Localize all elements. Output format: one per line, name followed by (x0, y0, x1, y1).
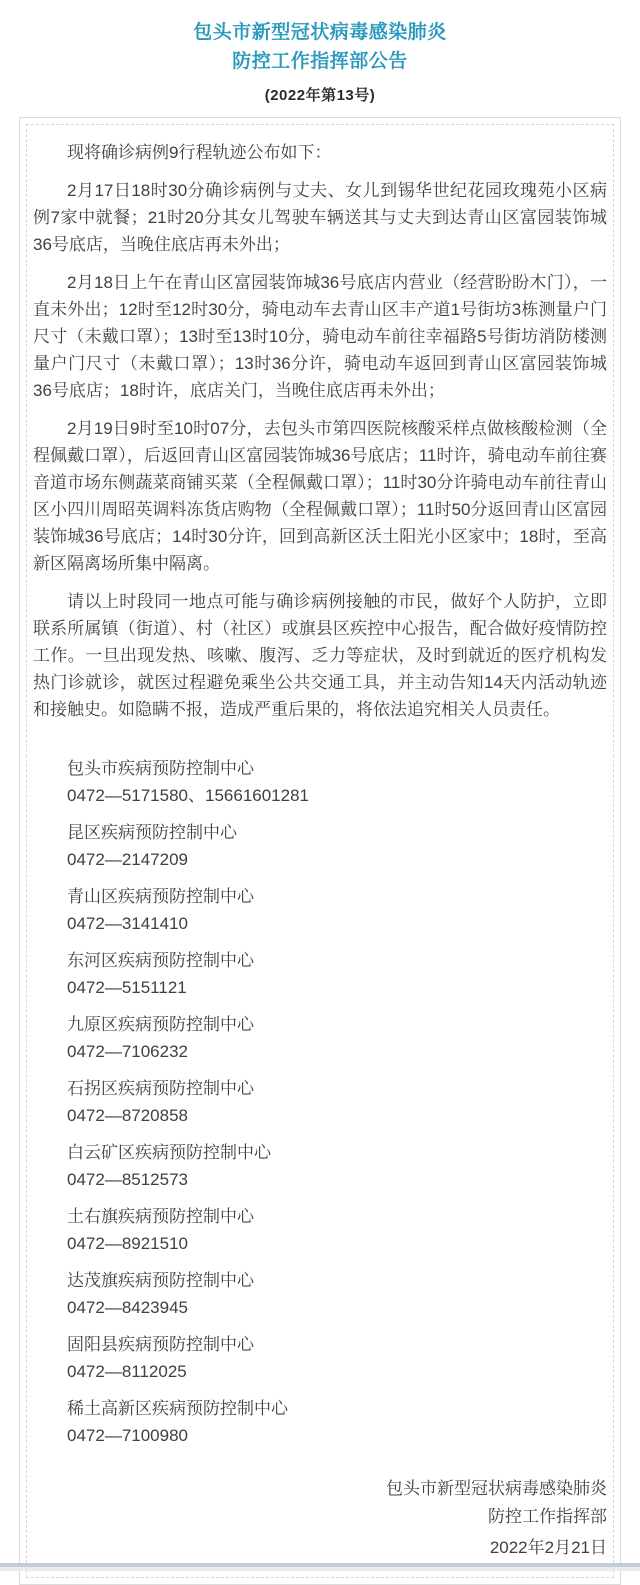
contact-entry (33, 819, 607, 873)
contact-phone-number: 0472—8720858 (67, 1106, 189, 1125)
contact-phone-number: 0472—5171580、15661601281 (67, 786, 310, 805)
body-paragraph: 2月18日上午在青山区富园装饰城36号底店内营业（经营盼盼木门），一直未外出；12时至12时30分，骑电动车去青山区丰产道1号街坊3栋测量户门尺寸（未戴口罩）；13时至13时10分，骑电动车前往幸福路5号街坊消防楼测量户门尺寸（未戴口罩）；13时36分许，骑电动车返回到青山区富园装饰城36号底店；18时许，底店关门，当晚住底店再未外出； (33, 273, 607, 400)
contact-entry (33, 947, 607, 1001)
contact-center-name: 包头市疾病预防控制中心 (67, 759, 254, 778)
signature-block (33, 1475, 607, 1562)
contact-entry (33, 883, 607, 937)
contact-center-name: 青山区疾病预防控制中心 (67, 887, 254, 906)
contact-center-name: 昆区疾病预防控制中心 (67, 823, 237, 842)
body-paragraph: 2月17日18时30分确诊病例与丈夫、女儿到锡华世纪花园玫瑰苑小区病例7家中就餐；21时20分其女儿驾驶车辆送其与丈夫到达青山区富园装饰城36号底店，当晚住底店再未外出； (33, 181, 607, 254)
contact-center-name: 固阳县疾病预防控制中心 (67, 1335, 254, 1354)
announcement-box (19, 117, 621, 1585)
contact-center-name: 稀土高新区疾病预防控制中心 (67, 1399, 288, 1418)
contact-entry (33, 1075, 607, 1129)
contact-phone-number: 0472—5151121 (67, 978, 187, 997)
document-header (0, 0, 640, 105)
contact-phone-number: 0472—8921510 (67, 1234, 189, 1253)
contact-phone-number: 0472—8512573 (67, 1170, 189, 1189)
contact-entry (33, 1395, 607, 1449)
contact-entry (33, 1011, 607, 1065)
contact-center-name: 达茂旗疾病预防控制中心 (67, 1271, 254, 1290)
page-title (0, 18, 640, 76)
contact-phone-number: 0472—2147209 (67, 850, 189, 869)
trajectory-paragraphs (33, 177, 607, 723)
contact-center-name: 九原区疾病预防控制中心 (67, 1015, 254, 1034)
contact-entry (33, 1203, 607, 1257)
signature-date: 2022年2月21日 (489, 1538, 607, 1557)
intro-paragraph: 现将确诊病例9行程轨迹公布如下： (67, 143, 332, 162)
body-paragraph: 请以上时段同一地点可能与确诊病例接触的市民，做好个人防护，立即联系所属镇（街道）、村（社区）或旗县区疾控中心报告，配合做好疫情防控工作。一旦出现发热、咳嗽、腹泻、乏力等症状，及时到就近的医疗机构发热门诊就诊，就医过程避免乘坐公共交通工具，并主动告知14天内活动轨迹和接触史。如隐瞒不报，造成严重后果的，将依法追究相关人员责任。 (33, 592, 607, 719)
announcement-box-inner (26, 124, 614, 1578)
contact-entry (33, 1139, 607, 1193)
signature-org-line1: 包头市新型冠状病毒感染肺炎 (386, 1479, 607, 1498)
contact-phone-number: 0472—7106232 (67, 1042, 189, 1061)
contact-phone-number: 0472—8112025 (67, 1362, 187, 1381)
contact-entry (33, 755, 607, 809)
page-title-line2: 防控工作指挥部公告 (232, 51, 408, 72)
issue-number: (2022年第13号) (264, 87, 376, 104)
contact-phone-number: 0472—3141410 (67, 914, 189, 933)
contact-entry (33, 1331, 607, 1385)
bottom-divider-fill (0, 1567, 640, 1571)
contact-entry (33, 1267, 607, 1321)
contact-center-name: 土右旗疾病预防控制中心 (67, 1207, 254, 1226)
signature-org-line2: 防控工作指挥部 (488, 1507, 607, 1526)
contact-phone-number: 0472—8423945 (67, 1298, 189, 1317)
contact-center-name: 东河区疾病预防控制中心 (67, 951, 254, 970)
contact-center-name: 石拐区疾病预防控制中心 (67, 1079, 254, 1098)
bottom-divider (0, 1563, 640, 1571)
body-paragraph: 2月19日9时至10时07分，去包头市第四医院核酸采样点做核酸检测（全程佩戴口罩），后返回青山区富园装饰城36号底店；11时许，骑电动车前往赛音道市场东侧蔬菜商铺买菜（全程佩戴口罩）；11时30分许骑电动车前往青山区小四川周昭英调料冻货店购物（全程佩戴口罩）；11时50分返回青山区富园装饰城36号底店；14时30分许，回到高新区沃土阳光小区家中；18时，至高新区隔离场所集中隔离。 (33, 419, 607, 573)
contact-center-name: 白云矿区疾病预防控制中心 (67, 1143, 271, 1162)
contact-list (33, 755, 607, 1449)
page-title-line1: 包头市新型冠状病毒感染肺炎 (193, 22, 447, 43)
contact-phone-number: 0472—7100980 (67, 1426, 189, 1445)
